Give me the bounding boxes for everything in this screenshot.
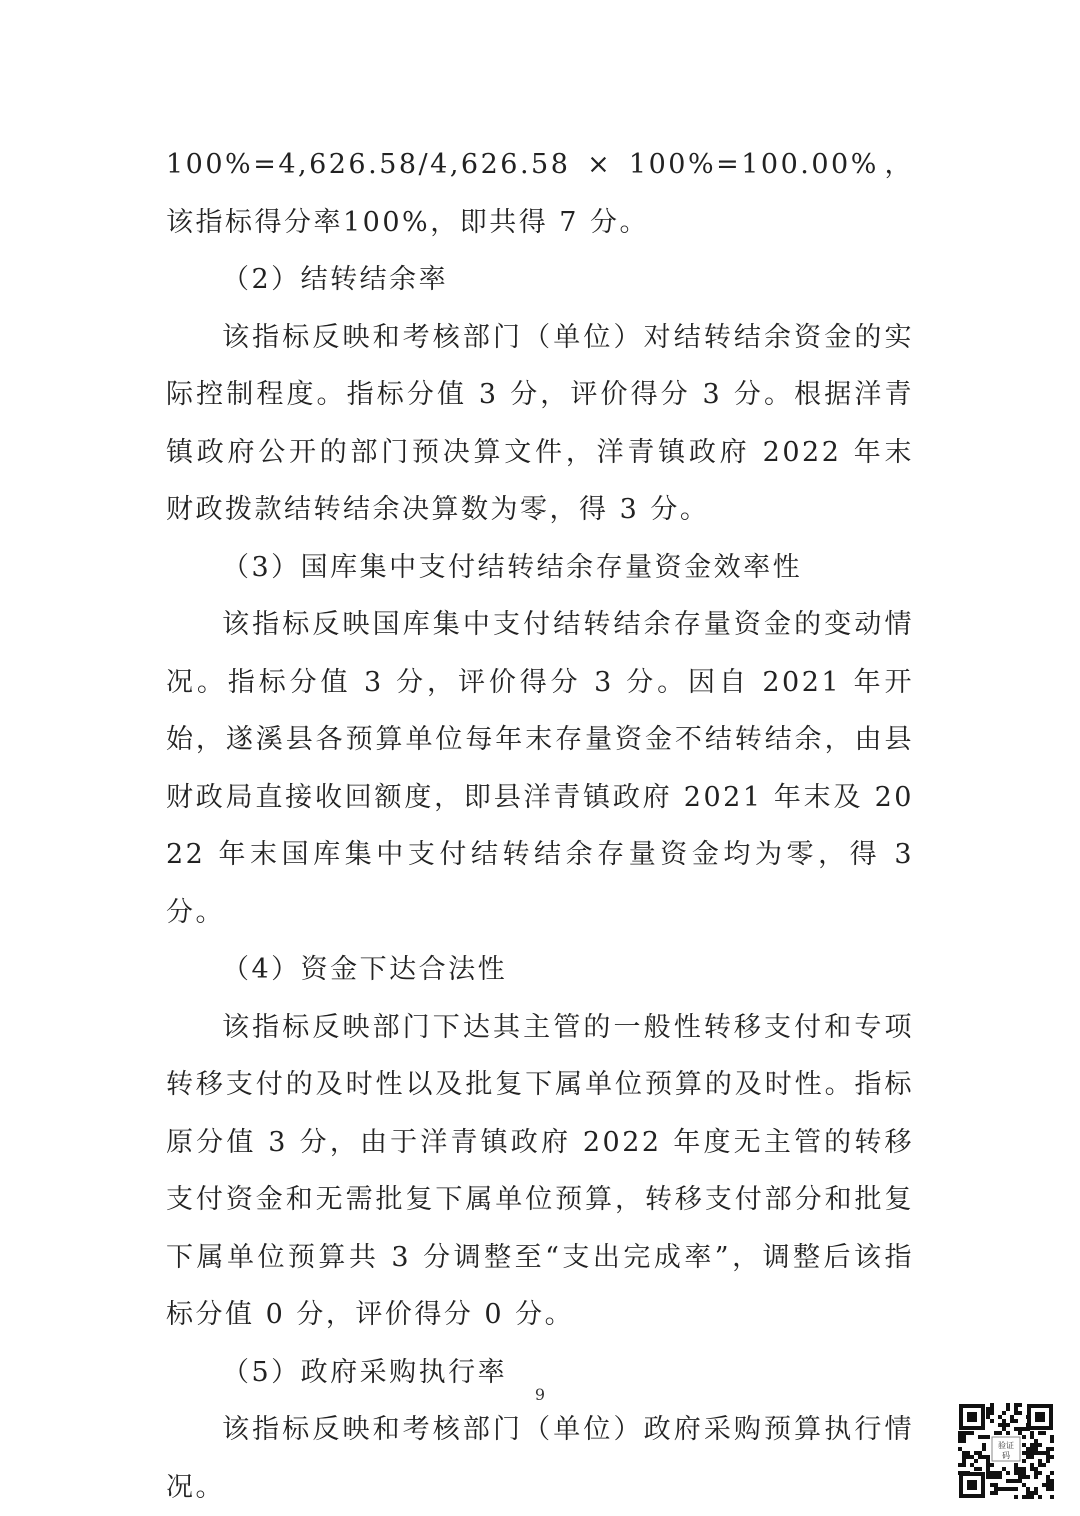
paragraph-body: 该指标反映和考核部门（单位）政府采购预算执行情况。 xyxy=(166,1414,914,1503)
section-heading-4: （4）资金下达合法性 xyxy=(222,954,508,985)
paragraph-body: 该指标反映国库集中支付结转结余存量资金的变动情况。指标分值 3 分，评价得分 3 分。因自 2021 年开始，遂溪县各预算单位每年末存量资金不结转结余，由县财政局直接收回额度，即县洋青镇政府 2021 年末及 2022 年末国库集中支付结转结余存量资金均为零，得 3 分。 xyxy=(166,609,914,928)
qr-code-icon xyxy=(958,1403,1054,1499)
page-number: 9 xyxy=(534,1385,546,1404)
paragraph-body: 该指标反映和考核部门（单位）对结转结余资金的实际控制程度。指标分值 3 分，评价得分 3 分。根据洋青镇政府公开的部门预决算文件，洋青镇政府 2022 年末财政拨款结转结余决算数为零，得 3 分。 xyxy=(166,321,914,525)
svg-text:验证: 验证 xyxy=(998,1441,1014,1450)
section-heading-5: （5）政府采购执行率 xyxy=(222,1356,508,1388)
section-heading-2: （2）结转结余率 xyxy=(222,264,449,295)
document-body xyxy=(166,136,914,1516)
section-heading-3: （3）国库集中支付结转结余存量资金效率性 xyxy=(222,551,803,583)
paragraph-continuation: 100%=4,626.58/4,626.58 × 100%=100.00%，该指标得分率100%，即共得 7 分。 xyxy=(166,149,914,238)
svg-text:码: 码 xyxy=(1002,1451,1010,1460)
paragraph-body: 该指标反映部门下达其主管的一般性转移支付和专项转移支付的及时性以及批复下属单位预算的及时性。指标原分值 3 分，由于洋青镇政府 2022 年度无主管的转移支付资金和无需批复下属单位预算，转移支付部分和批复下属单位预算共 3 分调整至“支出完成率”，调整后该指标分值 0 分，评价得分 0 分。 xyxy=(166,1011,914,1330)
